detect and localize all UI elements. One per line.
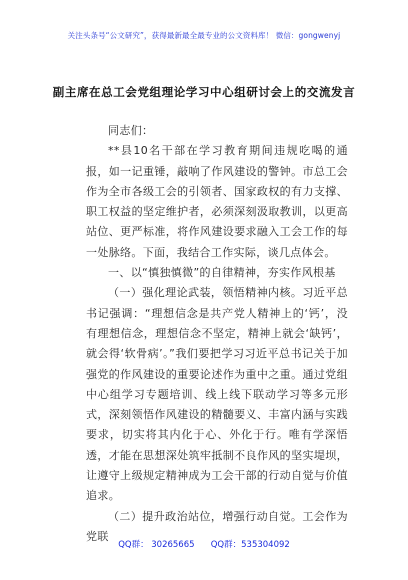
document-title: 副主席在总工会党组理论学习中心组研讨会上的交流发言: [52, 85, 356, 99]
footer-contact: QQ群： 30265665 QQ群：535304092: [118, 540, 290, 550]
paragraph-subsection-2: （二）提升政治站位，增强行动自觉。工会作为党联: [86, 509, 348, 543]
paragraph-intro: **县10名干部在学习教育期间违规吃喝的通报，如一记重锤，敲响了作风建设的警钟。市总工会作为全市各级工会的引领者、国家政权的有力支撑、职工权益的坚定维护者，必须深刻汲取教训，以更高站位、更严标准，将作风建设要求融入工会工作的每一处脉络。下面，我结合工作实际，谈几点体会。: [86, 144, 348, 259]
salutation: 同志们：: [108, 124, 154, 137]
section-heading-1: 一、以“慎独慎微”的自律精神，夯实作风根基: [108, 266, 336, 280]
paragraph-subsection-1: （一）强化理论武装，领悟精神内核。习近平总书记强调：“理想信念是共产党人精神上的‘钙’，没有理想信念，理想信念不坚定，精神上就会‘缺钙’，就会得‘软骨病’。”我们要把学习习近平总书记关于加强党的作风建设的重要论述作为重中之重。通过党组中心组学习专题培训、线上线下联动学习等多元形式，深刻领悟作风建设的精髓要义、丰富内涵与实践要求，切实将其内化于心、外化于行。唯有学深悟透，才能在思想深处筑牢抵制不良作风的坚实堤坝，让遵守上级规定精神成为工会干部的行动自觉与价值追求。: [86, 286, 348, 503]
document-body: [86, 121, 348, 547]
top-banner: 关注头条号“公文研究”，获得最新最全最专业的公文资料库！ 微信：gongwenyj: [67, 31, 341, 40]
